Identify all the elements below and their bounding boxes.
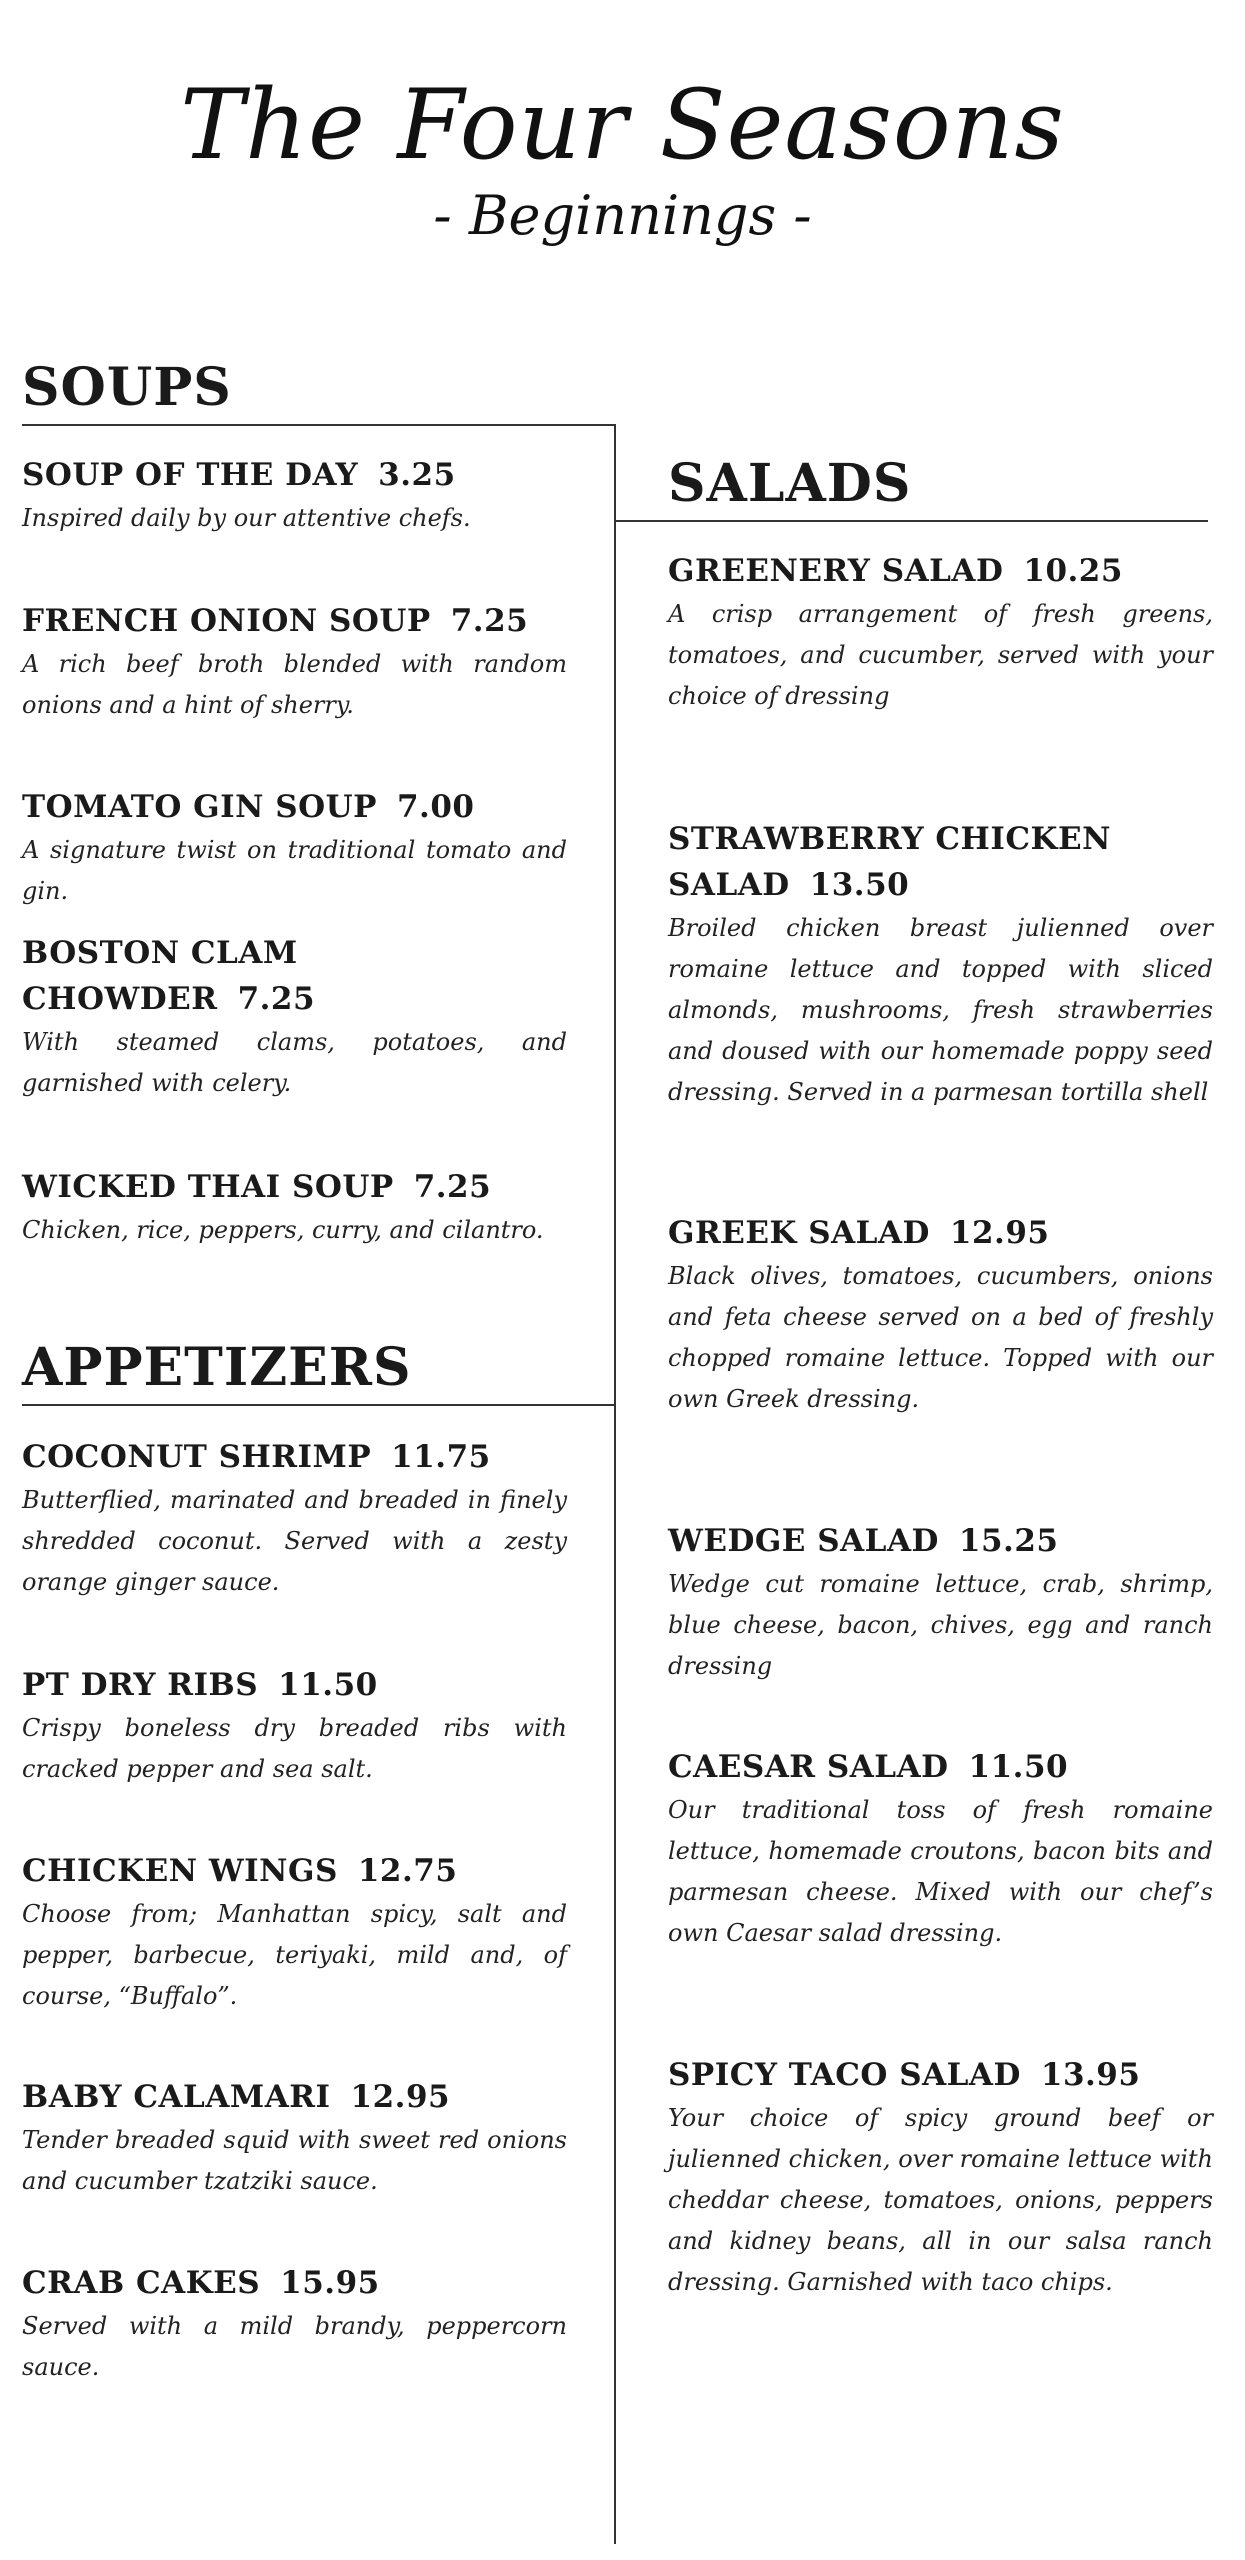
item-price: 12.95 bbox=[350, 2079, 451, 2115]
item-price: 7.25 bbox=[237, 981, 316, 1017]
item-name: WEDGE SALAD bbox=[668, 1523, 939, 1559]
item-name: GREENERY SALAD bbox=[668, 553, 1004, 589]
item-description: Choose from; Manhattan spicy, salt and pepper, barbecue, teriyaki, mild and, of course, “Buffalo”. bbox=[22, 1900, 567, 2010]
item-description: Served with a mild brandy, peppercorn sauce. bbox=[22, 2312, 567, 2381]
item-price: 7.25 bbox=[413, 1169, 492, 1205]
soups-rule bbox=[22, 424, 616, 426]
appetizer-item bbox=[22, 2074, 567, 2202]
item-name: COCONUT SHRIMP bbox=[22, 1439, 372, 1475]
restaurant-title: The Four Seasons bbox=[180, 69, 1065, 181]
item-description: A crisp arrangement of fresh greens, tomatoes, and cucumber, served with your choice of dressing bbox=[668, 600, 1213, 710]
appetizer-item bbox=[22, 2260, 567, 2388]
item-price: 13.50 bbox=[809, 867, 910, 903]
item-price: 7.00 bbox=[396, 789, 475, 825]
salad-item bbox=[668, 2052, 1213, 2303]
item-price: 13.95 bbox=[1040, 2057, 1141, 2093]
salad-item bbox=[668, 1744, 1213, 1954]
item-price: 11.50 bbox=[278, 1667, 378, 1703]
item-name: SOUP OF THE DAY bbox=[22, 457, 359, 493]
item-name: SPICY TACO SALAD bbox=[668, 2057, 1021, 2093]
item-price: 10.25 bbox=[1023, 553, 1123, 589]
item-description: With steamed clams, potatoes, and garnished with celery. bbox=[22, 1028, 567, 1097]
item-description: Tender breaded squid with sweet red onions and cucumber tzatziki sauce. bbox=[22, 2126, 567, 2195]
item-description: Black olives, tomatoes, cucumbers, onions and feta cheese served on a bed of freshly chopped romaine lettuce. Topped with our own Greek dressing. bbox=[668, 1262, 1213, 1413]
column-divider bbox=[614, 424, 616, 2544]
soup-item bbox=[22, 1164, 567, 1251]
salad-item bbox=[668, 816, 1213, 1113]
item-price: 12.75 bbox=[357, 1853, 458, 1889]
item-price: 15.95 bbox=[280, 2265, 380, 2301]
soups-heading: SOUPS bbox=[22, 357, 232, 418]
appetizer-item bbox=[22, 1434, 567, 1603]
appetizers-heading: APPETIZERS bbox=[22, 1337, 412, 1398]
item-description: Crispy boneless dry breaded ribs with cracked pepper and sea salt. bbox=[22, 1714, 567, 1783]
menu-subtitle: - Beginnings - bbox=[433, 184, 812, 248]
item-description: Chicken, rice, peppers, curry, and cilantro. bbox=[22, 1216, 544, 1244]
item-name: BABY CALAMARI bbox=[22, 2079, 331, 2115]
item-price: 7.25 bbox=[450, 603, 529, 639]
soup-item bbox=[22, 784, 567, 912]
appetizer-item bbox=[22, 1662, 567, 1790]
item-name: BOSTON CLAM CHOWDER bbox=[22, 935, 298, 1017]
menu-header bbox=[0, 70, 1245, 249]
soup-item-description bbox=[22, 1022, 567, 1104]
item-price: 15.25 bbox=[958, 1523, 1059, 1559]
item-name: STRAWBERRY CHICKEN SALAD bbox=[668, 821, 1111, 903]
soup-item bbox=[22, 930, 352, 1022]
item-description: Our traditional toss of fresh romaine lettuce, homemade croutons, bacon bits and parmesan cheese. Mixed with our chef’s own Caesar salad dressing. bbox=[668, 1796, 1213, 1947]
item-name: TOMATO GIN SOUP bbox=[22, 789, 377, 825]
salads-heading: SALADS bbox=[668, 453, 912, 514]
salads-rule bbox=[614, 520, 1208, 522]
item-name: FRENCH ONION SOUP bbox=[22, 603, 431, 639]
appetizers-rule bbox=[22, 1404, 616, 1406]
item-description: Your choice of spicy ground beef or julienned chicken, over romaine lettuce with cheddar cheese, tomatoes, onions, peppers and kidney beans, all in our salsa ranch dressing. Garnished with taco chips. bbox=[668, 2104, 1213, 2296]
item-name: CHICKEN WINGS bbox=[22, 1853, 338, 1889]
item-name: CAESAR SALAD bbox=[668, 1749, 949, 1785]
item-price: 3.25 bbox=[378, 457, 456, 493]
item-description: A signature twist on traditional tomato and gin. bbox=[22, 836, 567, 905]
appetizer-item bbox=[22, 1848, 567, 2017]
item-name: CRAB CAKES bbox=[22, 2265, 261, 2301]
salad-item bbox=[668, 1518, 1213, 1687]
item-name: PT DRY RIBS bbox=[22, 1667, 259, 1703]
item-description: Inspired daily by our attentive chefs. bbox=[22, 504, 471, 532]
item-description: A rich beef broth blended with random onions and a hint of sherry. bbox=[22, 650, 567, 719]
soup-item bbox=[22, 598, 567, 726]
salad-item bbox=[668, 1210, 1213, 1420]
item-price: 11.50 bbox=[968, 1749, 1069, 1785]
item-description: Broiled chicken breast julienned over romaine lettuce and topped with sliced almonds, mushrooms, fresh strawberries and doused with our homemade poppy seed dressing. Served in a parmesan tortilla shell bbox=[668, 914, 1213, 1106]
item-description: Butterflied, marinated and breaded in finely shredded coconut. Served with a zesty orange ginger sauce. bbox=[22, 1486, 567, 1596]
item-name: WICKED THAI SOUP bbox=[22, 1169, 394, 1205]
item-price: 12.95 bbox=[949, 1215, 1050, 1251]
soup-item bbox=[22, 452, 567, 539]
salad-item bbox=[668, 548, 1213, 717]
item-name: GREEK SALAD bbox=[668, 1215, 930, 1251]
item-price: 11.75 bbox=[391, 1439, 491, 1475]
item-description: Wedge cut romaine lettuce, crab, shrimp, blue cheese, bacon, chives, egg and ranch dressing bbox=[668, 1570, 1213, 1680]
